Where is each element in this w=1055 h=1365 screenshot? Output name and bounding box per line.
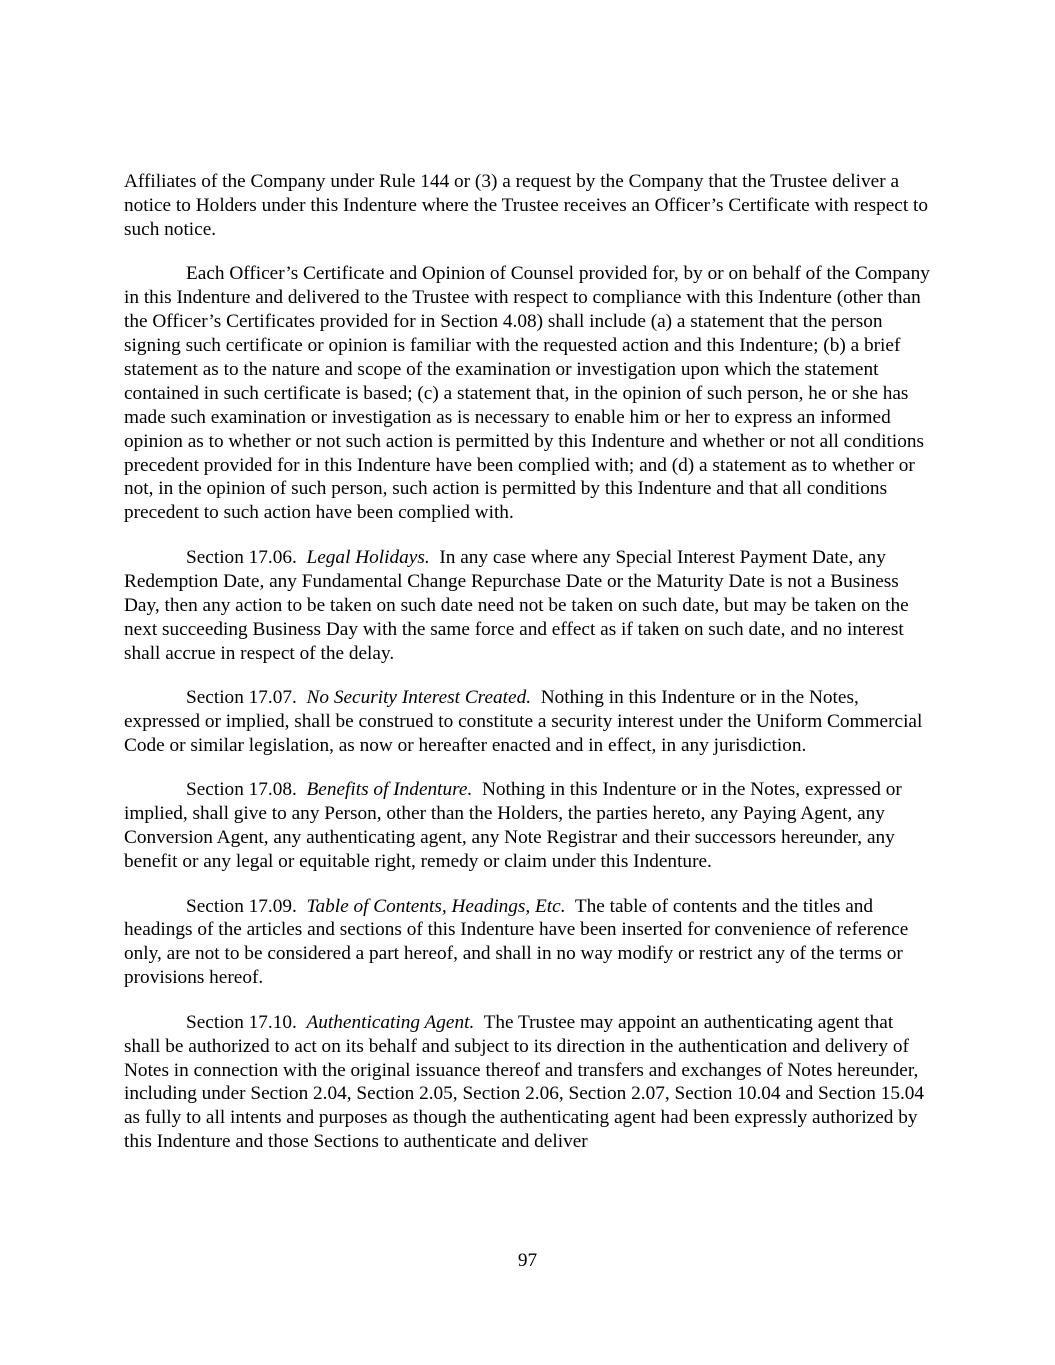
page-number: 97 bbox=[517, 1250, 538, 1271]
section-title: Legal Holidays. bbox=[306, 546, 430, 568]
section-text: Nothing in this Indenture or in the Notes, expressed or implied, shall be construed to constitute a security interest under the Uniform Commercial Code or similar legislation, as now or hereafter enacted and in effect, in any jurisdiction. bbox=[124, 687, 923, 756]
section-17-10 bbox=[124, 1011, 932, 1154]
paragraph-officers-certificate: Each Officer’s Certificate and Opinion of Counsel provided for, by or on behalf of the Company in this Indenture and delivered to the Trustee with respect to compliance with this Indenture (other than the Officer’s Certificates provided for in Section 4.08) shall include (a) a statement that the person signing such certificate or opinion is familiar with the requested action and this Indenture; (b) a brief statement as to the nature and scope of the examination or investigation upon which the statement contained in such certificate is based; (c) a statement that, in the opinion of such person, he or she has made such examination or investigation as is necessary to enable him or her to express an informed opinion as to whether or not such action is permitted by this Indenture and whether or not all conditions precedent provided for in this Indenture have been complied with; and (d) a statement as to whether or not, in the opinion of such person, such action is permitted by this Indenture and that all conditions precedent to such action have been complied with. bbox=[124, 263, 930, 524]
document-body bbox=[124, 170, 932, 1175]
section-text: The table of contents and the titles and headings of the articles and sections of this Indenture have been inserted for convenience of reference only, are not to be considered a part hereof, and shall in no way modify or restrict any of the terms or provisions hereof. bbox=[124, 895, 909, 989]
paragraph-continuation: Affiliates of the Company under Rule 144 or (3) a request by the Company that the Trustee deliver a notice to Holders under this Indenture where the Trustee receives an Officer’s Certificate with respect to such notice. bbox=[124, 171, 929, 240]
section-17-06 bbox=[124, 546, 932, 666]
section-17-07 bbox=[124, 686, 932, 758]
section-title: Authenticating Agent. bbox=[306, 1011, 475, 1033]
section-title: Table of Contents, Headings, Etc. bbox=[306, 895, 566, 917]
section-number: Section 17.07. bbox=[186, 687, 297, 708]
section-text: Nothing in this Indenture or in the Notes, expressed or implied, shall give to any Person, other than the Holders, the parties hereto, any Paying Agent, any Conversion Agent, any authenticating agent, any Note Registrar and their successors hereunder, any benefit or any legal or equitable right, remedy or claim under this Indenture. bbox=[124, 779, 902, 873]
section-text: The Trustee may appoint an authenticating agent that shall be authorized to act on its behalf and subject to its direction in the authentication and delivery of Notes in connection with the original issuance thereof and transfers and exchanges of Notes hereunder, including under Section 2.04, Section 2.05, Section 2.06, Section 2.07, Section 10.04 and Section 15.04 as fully to all intents and purposes as though the authenticating agent had been expressly authorized by this Indenture and those Sections to authenticate and deliver bbox=[124, 1011, 925, 1153]
section-number: Section 17.09. bbox=[186, 895, 297, 917]
section-number: Section 17.10. bbox=[186, 1011, 297, 1033]
section-number: Section 17.08. bbox=[186, 779, 297, 801]
section-title: No Security Interest Created. bbox=[306, 687, 532, 708]
section-number: Section 17.06. bbox=[186, 546, 297, 568]
section-title: Benefits of Indenture. bbox=[306, 779, 473, 801]
section-17-08 bbox=[124, 778, 932, 874]
section-17-09 bbox=[124, 895, 932, 991]
section-text: In any case where any Special Interest Payment Date, any Redemption Date, any Fundamental Change Repurchase Date or the Maturity Date is not a Business Day, then any action to be taken on such date need not be taken on such date, but may be taken on the next succeeding Business Day with the same force and effect as if taken on such date, and no interest shall accrue in respect of the delay. bbox=[124, 546, 909, 664]
